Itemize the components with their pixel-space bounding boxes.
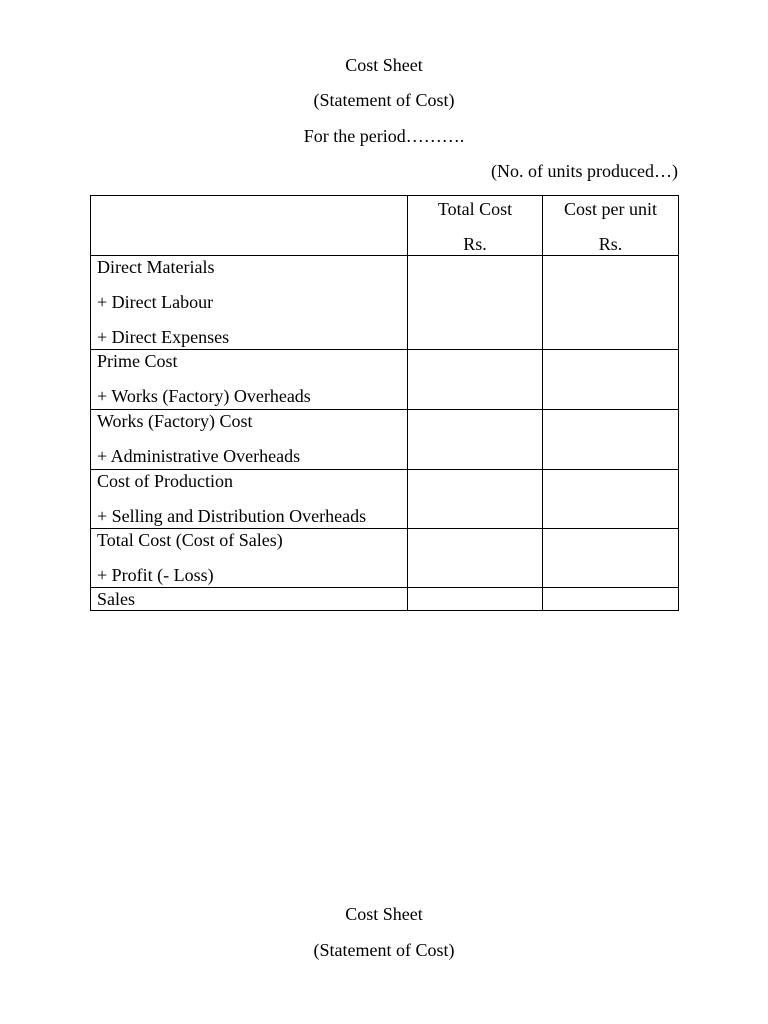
row-label-cell bbox=[91, 588, 408, 611]
cost-per-unit-cell bbox=[543, 529, 679, 588]
table-row bbox=[91, 529, 679, 588]
row-line: + Works (Factory) Overheads bbox=[97, 386, 311, 406]
cost-per-unit-cell bbox=[543, 256, 679, 350]
total-cost-label: Total Cost bbox=[437, 199, 513, 219]
total-cost-cell bbox=[408, 529, 543, 588]
row-line: + Profit (- Loss) bbox=[97, 565, 214, 585]
cost-per-unit-header bbox=[543, 196, 679, 256]
row-line: Direct Materials bbox=[97, 257, 215, 277]
total-cost-cell bbox=[408, 588, 543, 611]
footer-cost-sheet-title: Cost Sheet bbox=[345, 904, 423, 924]
table-row bbox=[91, 588, 679, 611]
cost-per-unit-cell bbox=[543, 350, 679, 410]
header-blank-cell bbox=[91, 196, 408, 256]
table-row bbox=[91, 256, 679, 350]
row-line: + Direct Expenses bbox=[97, 327, 230, 347]
row-line: + Selling and Distribution Overheads bbox=[97, 506, 367, 526]
units-produced-line: (No. of units produced…) bbox=[491, 161, 678, 181]
total-cost-header bbox=[408, 196, 543, 256]
row-line: Total Cost (Cost of Sales) bbox=[97, 530, 283, 550]
cost-per-unit-label: Cost per unit bbox=[564, 199, 657, 219]
row-line: + Administrative Overheads bbox=[97, 446, 301, 466]
period-line: For the period………. bbox=[303, 126, 465, 146]
row-line: Sales bbox=[97, 589, 135, 609]
row-label-cell bbox=[91, 350, 408, 410]
cost-per-unit-cell bbox=[543, 410, 679, 470]
table-header-row bbox=[91, 196, 679, 256]
row-label-cell bbox=[91, 410, 408, 470]
total-cost-cell bbox=[408, 350, 543, 410]
table-row bbox=[91, 350, 679, 410]
row-line: Works (Factory) Cost bbox=[97, 411, 253, 431]
table-row bbox=[91, 410, 679, 470]
row-line: Cost of Production bbox=[97, 471, 234, 491]
row-line: + Direct Labour bbox=[97, 292, 214, 312]
row-label-cell bbox=[91, 470, 408, 529]
total-cost-cell bbox=[408, 410, 543, 470]
cost-per-unit-currency: Rs. bbox=[598, 234, 623, 254]
footer-cost-sheet-subtitle: (Statement of Cost) bbox=[313, 940, 455, 960]
row-label-cell bbox=[91, 256, 408, 350]
row-line: Prime Cost bbox=[97, 351, 178, 371]
cost-sheet-title: Cost Sheet bbox=[345, 55, 423, 75]
cost-per-unit-cell bbox=[543, 470, 679, 529]
cost-sheet-table bbox=[90, 195, 679, 611]
cost-per-unit-cell bbox=[543, 588, 679, 611]
total-cost-currency: Rs. bbox=[463, 234, 487, 254]
total-cost-cell bbox=[408, 256, 543, 350]
table-row bbox=[91, 470, 679, 529]
row-label-cell bbox=[91, 529, 408, 588]
cost-sheet-subtitle: (Statement of Cost) bbox=[313, 90, 455, 110]
total-cost-cell bbox=[408, 470, 543, 529]
